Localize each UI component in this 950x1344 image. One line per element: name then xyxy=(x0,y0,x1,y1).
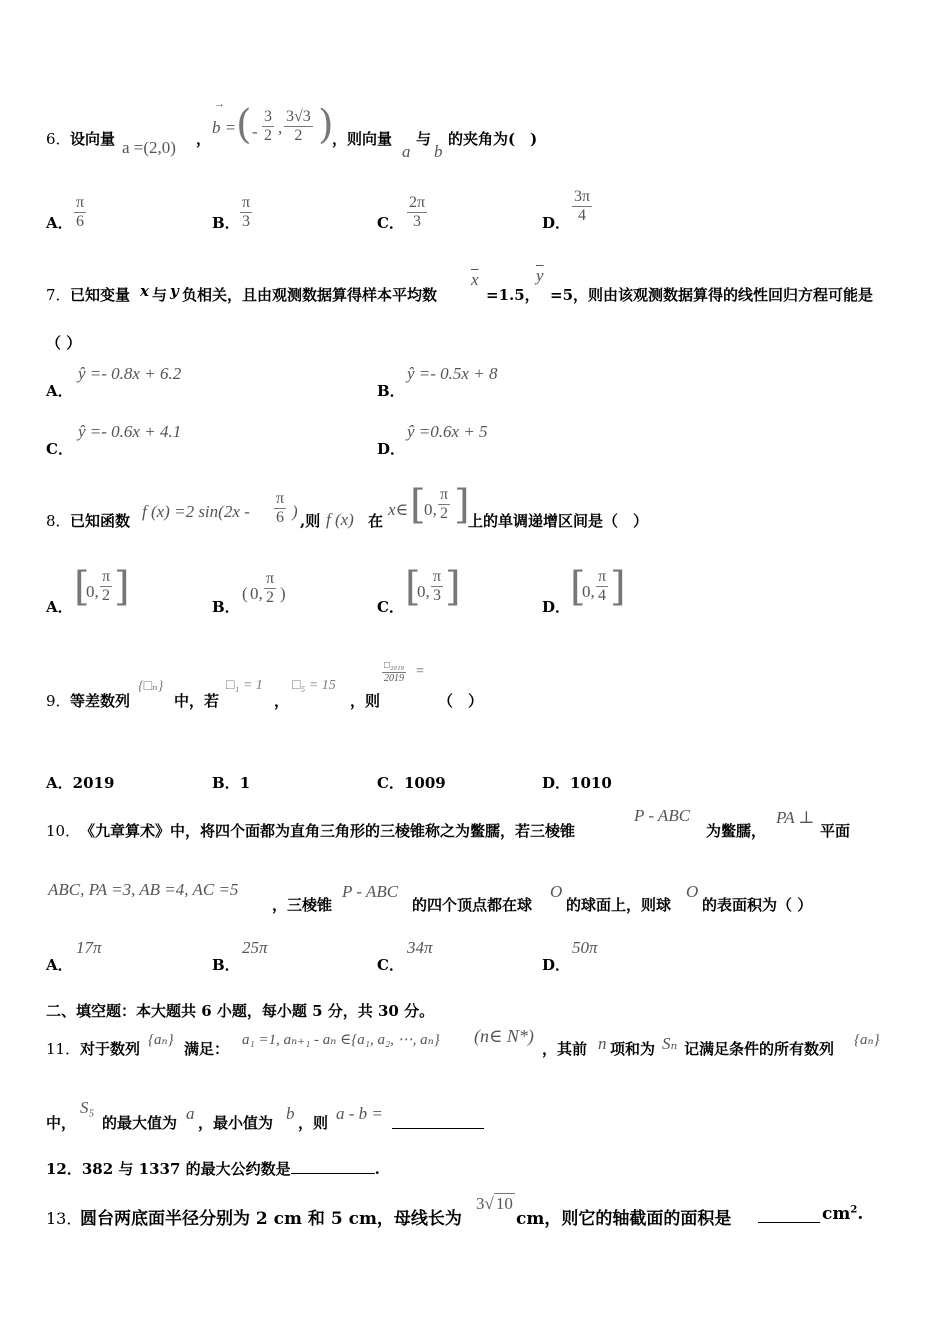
q7-line xyxy=(46,266,926,310)
q6-arrow: → xyxy=(214,98,225,110)
q11-text3: ，其前 xyxy=(542,1040,588,1058)
q11-line2-text1: 中， xyxy=(46,1114,77,1132)
interval-start: 0, xyxy=(417,582,430,601)
frac-den: 2019 xyxy=(384,673,404,684)
q10-pa-perp: PA ⊥ xyxy=(776,808,815,827)
q8-text4: 上的单调递增区间是（ ） xyxy=(468,512,649,530)
frac-num: π xyxy=(102,568,111,585)
q9-option-a[interactable] xyxy=(46,772,114,793)
q10-text3: 平面 xyxy=(820,822,851,840)
q6-text1: 设向量 xyxy=(70,130,116,148)
q9-seq: {□ₙ} xyxy=(138,679,164,694)
interval-left: ( xyxy=(242,584,248,603)
q9-cond1: □₁ = 1 xyxy=(226,678,263,693)
interval-left: [ xyxy=(74,564,90,610)
q6-left-paren: ( xyxy=(236,102,252,148)
q9-options xyxy=(46,772,646,796)
frac-den: 3 xyxy=(433,587,442,604)
option-value: 1009 xyxy=(403,774,446,792)
option-fraction xyxy=(572,188,592,225)
option-label: D． xyxy=(542,214,571,232)
option-label: B． xyxy=(377,382,405,400)
q10-options xyxy=(46,936,646,976)
interval-right: ] xyxy=(445,564,461,610)
q7-y: y xyxy=(170,282,179,300)
q6-frac1-num: 3 xyxy=(264,108,272,125)
option-fraction xyxy=(74,194,86,231)
option-expr: 25π xyxy=(242,938,268,957)
q7-x: x xyxy=(140,282,149,300)
q7-text2: 与 xyxy=(152,286,168,304)
q13-number: 13． xyxy=(46,1209,83,1228)
q8-fx: f (x) xyxy=(326,510,354,529)
q8-func-close: ) xyxy=(292,502,298,521)
option-expr: 34π xyxy=(407,938,433,957)
interval-frac xyxy=(596,568,608,605)
q6-frac1-den: 2 xyxy=(264,127,272,144)
q6-number: 6． xyxy=(46,130,71,148)
frac-num: □₂₀₁₉ xyxy=(384,660,404,671)
q11-seq2: {aₙ} xyxy=(854,1032,880,1048)
option-label: C． xyxy=(377,774,404,792)
frac-num: π xyxy=(440,486,449,503)
q11-condition: a₁ =1, aₙ₊₁ - aₙ ∈{a₁, a₂, ⋯, aₙ} xyxy=(242,1032,440,1048)
option-expr: 50π xyxy=(572,938,598,957)
q9-option-d[interactable] xyxy=(542,772,612,793)
option-label: A． xyxy=(46,774,73,792)
q11-seq: {aₙ} xyxy=(148,1032,174,1048)
q9-text1: 等差数列 xyxy=(70,692,131,710)
q13-radical: 3√ 10 xyxy=(476,1194,513,1213)
option-label: C． xyxy=(377,214,404,232)
frac-den: 4 xyxy=(598,587,607,604)
frac-num: π xyxy=(266,570,275,587)
q9-text3: ，则 xyxy=(350,692,381,710)
q7-number: 7． xyxy=(46,286,71,304)
q9-eq: = xyxy=(416,664,424,679)
q13-text1: 圆台两底面半径分别为 2 cm 和 5 cm，母线长为 xyxy=(80,1209,462,1229)
q11-n: n xyxy=(598,1034,607,1053)
q11-line2 xyxy=(46,1098,646,1138)
q8-int-right: ] xyxy=(454,482,470,528)
interval-frac xyxy=(264,570,276,607)
q6-comma: ， xyxy=(196,130,212,148)
q10-o2: O xyxy=(686,882,699,901)
q12-answer-blank[interactable] xyxy=(291,1159,375,1174)
option-label: D． xyxy=(542,956,571,974)
option-value: 1010 xyxy=(570,774,612,792)
q11-s5: S₅ xyxy=(80,1098,95,1117)
q11-text1: 对于数列 xyxy=(80,1040,141,1058)
q10-line2 xyxy=(46,876,926,916)
q8-int-left: [ xyxy=(410,482,426,528)
q10-text5: 的四个顶点都在球 xyxy=(412,896,533,914)
frac-num: π xyxy=(276,490,285,507)
q6-sep: , xyxy=(278,118,283,137)
q10-o1: O xyxy=(550,882,563,901)
q7-xbar: $\overline{x}$ xyxy=(471,270,479,289)
interval-start: 0, xyxy=(582,582,595,601)
q11-b: b xyxy=(286,1104,295,1123)
q6-frac2-den: 2 xyxy=(294,127,303,144)
q9-frac xyxy=(382,660,406,685)
q13-unit: cm xyxy=(822,1204,851,1224)
option-expr: 17π xyxy=(76,938,102,957)
q11-a: a xyxy=(186,1104,195,1123)
interval-start: 0, xyxy=(250,584,263,603)
q12-text: 12．382 与 1337 的最大公约数是 xyxy=(46,1160,291,1178)
interval-frac xyxy=(100,568,112,605)
interval-right: ) xyxy=(280,584,286,603)
interval-right: ] xyxy=(114,564,130,610)
q9-text2: 中，若 xyxy=(174,692,220,710)
frac-num: 2π xyxy=(409,194,426,211)
q6-frac2 xyxy=(284,108,313,145)
option-label: D． xyxy=(377,440,406,458)
option-fraction xyxy=(240,194,252,231)
q6-neg: - xyxy=(252,122,258,141)
q9-comma: ， xyxy=(274,692,290,710)
q6-text3: 与 xyxy=(416,130,432,148)
option-label: C． xyxy=(377,598,404,616)
q11-number: 11． xyxy=(46,1040,81,1058)
q11-sn: Sₙ xyxy=(662,1034,678,1053)
q10-text7: 的表面积为（ ） xyxy=(702,896,813,914)
option-label: A． xyxy=(46,598,73,616)
q9-option-b[interactable] xyxy=(212,772,250,793)
q8-number: 8． xyxy=(46,512,71,530)
q10-text2: 为鳖臑， xyxy=(706,822,767,840)
q7-text3: 负相关，且由观测数据算得样本平均数 xyxy=(182,286,438,304)
q6-var-b: b xyxy=(434,142,443,161)
q7-options xyxy=(46,362,606,462)
option-expr: ŷ =- 0.6x + 4.1 xyxy=(78,422,182,441)
q10-line1 xyxy=(46,802,926,842)
option-label: B． xyxy=(212,214,240,232)
q13-text2: cm，则它的轴截面的面积是 xyxy=(516,1209,732,1229)
frac-num: π xyxy=(598,568,607,585)
q13-line xyxy=(46,1192,926,1232)
q8-func-frac xyxy=(274,490,286,527)
option-label: B． xyxy=(212,598,240,616)
q10-text6: 的球面上，则球 xyxy=(566,896,672,914)
q8-int-start: 0, xyxy=(424,500,437,519)
frac-den: 4 xyxy=(578,207,587,224)
q13-unit-wrap xyxy=(822,1204,863,1224)
q12-end: . xyxy=(374,1160,380,1178)
frac-den: 6 xyxy=(76,213,85,230)
q6-text2: ，则向量 xyxy=(332,130,393,148)
q13-unit-sup: 2 xyxy=(850,1204,858,1216)
frac-den: 2 xyxy=(102,587,111,604)
q8-int-frac xyxy=(438,486,450,523)
q7-ybar: $\overline{y}$ xyxy=(536,266,544,285)
option-expr: ŷ =- 0.8x + 6.2 xyxy=(78,364,182,383)
frac-den: 2 xyxy=(266,589,275,606)
option-fraction xyxy=(407,194,427,231)
q10-pabc2: P - ABC xyxy=(342,882,399,901)
q13-answer-blank[interactable] xyxy=(758,1204,820,1223)
q11-line1 xyxy=(46,1022,936,1062)
q8-text3: 在 xyxy=(368,512,384,530)
option-label: B． xyxy=(212,956,240,974)
q10-text1: 《九章算术》中，将四个面都为直角三角形的三棱锥称之为鳖臑，若三棱锥 xyxy=(80,822,576,840)
q8-text2: ,则 xyxy=(300,512,321,530)
option-label: D． xyxy=(542,598,571,616)
q9-line xyxy=(46,656,546,716)
frac-num: 3π xyxy=(574,188,591,205)
interval-frac xyxy=(431,568,443,605)
option-label: C． xyxy=(377,956,404,974)
interval-left: [ xyxy=(405,564,421,610)
q11-line2-text2: 的最大值为 xyxy=(102,1114,178,1132)
q7-eq1: =1.5， xyxy=(486,286,540,304)
q13-end: . xyxy=(857,1204,864,1224)
frac-den: 2 xyxy=(440,505,449,522)
q6-var-a: a xyxy=(402,142,411,161)
option-value: 2019 xyxy=(72,774,115,792)
q13-coef: 3 xyxy=(476,1194,485,1213)
q8-line xyxy=(46,484,746,538)
q6-frac1 xyxy=(262,108,274,145)
q11-line2-text3: ，最小值为 xyxy=(198,1114,274,1132)
q10-pabc: P - ABC xyxy=(634,806,691,825)
q6-options xyxy=(46,186,646,236)
option-label: D． xyxy=(542,774,571,792)
option-label: B． xyxy=(212,774,240,792)
q11-line2-text4: ，则 xyxy=(298,1114,329,1132)
interval-start: 0, xyxy=(86,582,99,601)
q7-paren: （ ） xyxy=(46,334,82,352)
q6-right-paren: ) xyxy=(318,102,334,148)
q9-number: 9． xyxy=(46,692,71,710)
q11-ab: a - b = xyxy=(336,1104,383,1123)
q11-answer-blank[interactable] xyxy=(392,1110,484,1129)
option-label: A． xyxy=(46,214,73,232)
frac-den: 3 xyxy=(242,213,251,230)
q10-given: ABC, PA =3, AB =4, AC =5 xyxy=(48,880,239,899)
q6-vector-a: a =(2,0) xyxy=(122,138,176,157)
q8-text1: 已知函数 xyxy=(70,512,131,530)
q11-nset: (n∈ N*) xyxy=(474,1026,534,1046)
frac-num: π xyxy=(242,194,251,211)
q9-option-c[interactable] xyxy=(377,772,446,793)
frac-den: 6 xyxy=(276,509,285,526)
q8-x-in: x∈ xyxy=(388,500,409,519)
q12-line xyxy=(46,1158,380,1182)
q13-radicand: 10 xyxy=(495,1194,513,1213)
q6-frac2-num: 3√3 xyxy=(286,108,311,125)
q10-text4: ，三棱锥 xyxy=(272,896,333,914)
option-value: 1 xyxy=(239,774,251,792)
option-label: A． xyxy=(46,956,73,974)
option-label: C． xyxy=(46,440,73,458)
interval-left: [ xyxy=(570,564,586,610)
section-title: 二、填空题：本大题共 6 小题，每小题 5 分，共 30 分。 xyxy=(46,1002,435,1020)
option-label: A． xyxy=(46,382,73,400)
q11-text4: 项和为 xyxy=(610,1040,656,1058)
frac-den: 3 xyxy=(413,213,422,230)
q10-number: 10． xyxy=(46,822,81,840)
q9-cond2: □₅ = 15 xyxy=(292,678,336,693)
frac-num: π xyxy=(76,194,85,211)
q7-text1: 已知变量 xyxy=(70,286,131,304)
q7-eq2: =5，则由该观测数据算得的线性回归方程可能是 xyxy=(550,286,874,304)
option-expr: ŷ =0.6x + 5 xyxy=(407,422,488,441)
q6-vector-b-lhs: b = xyxy=(212,118,237,137)
option-expr: ŷ =- 0.5x + 8 xyxy=(407,364,498,383)
interval-right: ] xyxy=(610,564,626,610)
q9-paren: （ ） xyxy=(438,692,484,710)
q8-func: f (x) =2 sin(2x - xyxy=(142,502,250,521)
q8-options xyxy=(46,566,646,620)
q6-text4: 的夹角为( ) xyxy=(448,130,538,148)
q11-text2: 满足： xyxy=(184,1040,230,1058)
q11-text5: 记满足条件的所有数列 xyxy=(684,1040,835,1058)
frac-num: π xyxy=(433,568,442,585)
